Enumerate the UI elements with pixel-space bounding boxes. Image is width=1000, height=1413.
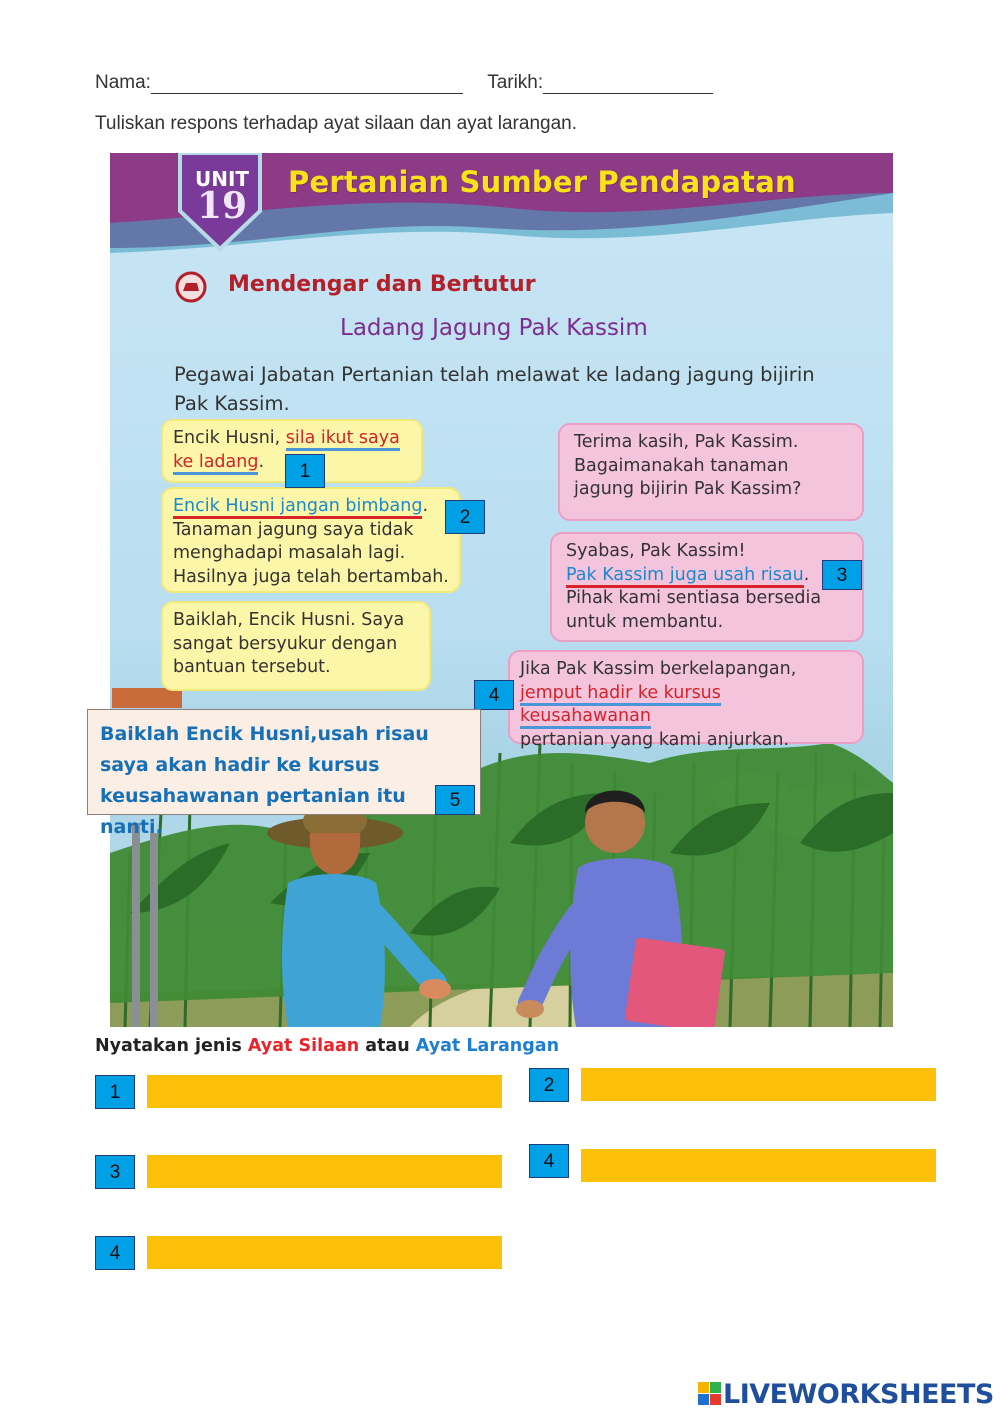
bubble5-rest: Pihak kami sentiasa bersedia untuk membantu. — [566, 588, 822, 632]
unit-label: UNIT — [194, 167, 250, 191]
answer-slot-4b[interactable] — [147, 1236, 502, 1269]
marker-1: 1 — [285, 454, 325, 488]
bubble1-highlight-b: ke ladang — [173, 452, 258, 475]
section-title: Mendengar dan Bertutur — [228, 272, 536, 297]
bubble6-pre: Jika Pak Kassim berkelapangan, — [520, 659, 797, 679]
speech-bubble-5 — [550, 532, 864, 642]
bubble2-highlight: Encik Husni jangan bimbang — [173, 496, 422, 519]
answer-slot-4a[interactable] — [581, 1149, 936, 1182]
answer-box-5[interactable] — [87, 709, 481, 838]
bubble5-post: . — [803, 564, 810, 585]
bubble1-post: . — [258, 451, 265, 472]
speech-bubble-4 — [558, 423, 864, 521]
tarikh-blank — [543, 76, 713, 94]
slot-number-2: 2 — [529, 1068, 569, 1102]
nama-blank — [151, 76, 463, 94]
instruction-text: Tuliskan respons terhadap ayat silaan dan ayat larangan. — [95, 113, 577, 134]
slot-number-3: 3 — [95, 1155, 135, 1189]
question-text — [95, 1036, 559, 1056]
speech-bubble-3 — [161, 601, 431, 691]
unit-badge — [182, 153, 262, 243]
bubble4-text: Terima kasih, Pak Kassim. Bagaimanakah tanaman jagung bijirin Pak Kassim? — [574, 432, 802, 499]
marker-3: 3 — [822, 560, 862, 590]
answer-slot-3[interactable] — [147, 1155, 502, 1188]
bubble2-post: . — [422, 496, 429, 516]
bubble3-text: Baiklah, Encik Husni. Saya sangat bersyukur dengan bantuan tersebut. — [173, 610, 405, 677]
bubble1-highlight-a: sila ikut saya — [286, 428, 400, 451]
slot-number-1: 1 — [95, 1075, 135, 1109]
logo-text: LIVEWORKSHEETS — [723, 1379, 994, 1410]
name-date-line — [95, 72, 713, 94]
story-intro: Pegawai Jabatan Pertanian telah melawat ke ladang jagung bijirin Pak Kassim. — [174, 363, 815, 415]
speech-bubble-6 — [508, 650, 864, 750]
question-larangan: Ayat Larangan — [415, 1036, 560, 1056]
unit-number: 19 — [196, 185, 248, 227]
nama-label: Nama: — [95, 72, 151, 93]
bubble6-highlight: jemput hadir ke kursus keusahawanan — [520, 683, 721, 730]
speech-bubble-2 — [161, 487, 461, 593]
story-title: Ladang Jagung Pak Kassim — [340, 315, 648, 341]
marker-4: 4 — [474, 680, 514, 710]
bubble5-highlight: Pak Kassim juga usah risau — [566, 565, 804, 588]
question-silaan: Ayat Silaan — [247, 1036, 360, 1056]
unit-title: Pertanian Sumber Pendapatan — [288, 165, 796, 199]
logo-blocks-icon — [698, 1382, 722, 1406]
bubble1-pre: Encik Husni, — [173, 428, 286, 448]
answer-box-5-text: Baiklah Encik Husni,usah risau saya akan hadir ke kursus keusahawanan pertanian itu nanti. — [100, 723, 429, 838]
bubble2-rest: Tanaman jagung saya tidak menghadapi masalah lagi. Hasilnya juga telah bertambah. — [173, 519, 449, 587]
slot-number-4a: 4 — [529, 1144, 569, 1178]
answer-slot-1[interactable] — [147, 1075, 502, 1108]
slot-number-4b: 4 — [95, 1236, 135, 1270]
bubble5-line1: Syabas, Pak Kassim! — [566, 541, 746, 561]
tarikh-label: Tarikh: — [487, 72, 544, 93]
textbook-illustration — [110, 153, 893, 1027]
question-mid: atau — [359, 1036, 416, 1056]
bubble6-rest: pertanian yang kami anjurkan. — [520, 729, 790, 750]
answer-slot-2[interactable] — [581, 1068, 936, 1101]
marker-2: 2 — [445, 500, 485, 534]
question-pre: Nyatakan jenis — [95, 1036, 248, 1056]
marker-5: 5 — [435, 785, 475, 815]
